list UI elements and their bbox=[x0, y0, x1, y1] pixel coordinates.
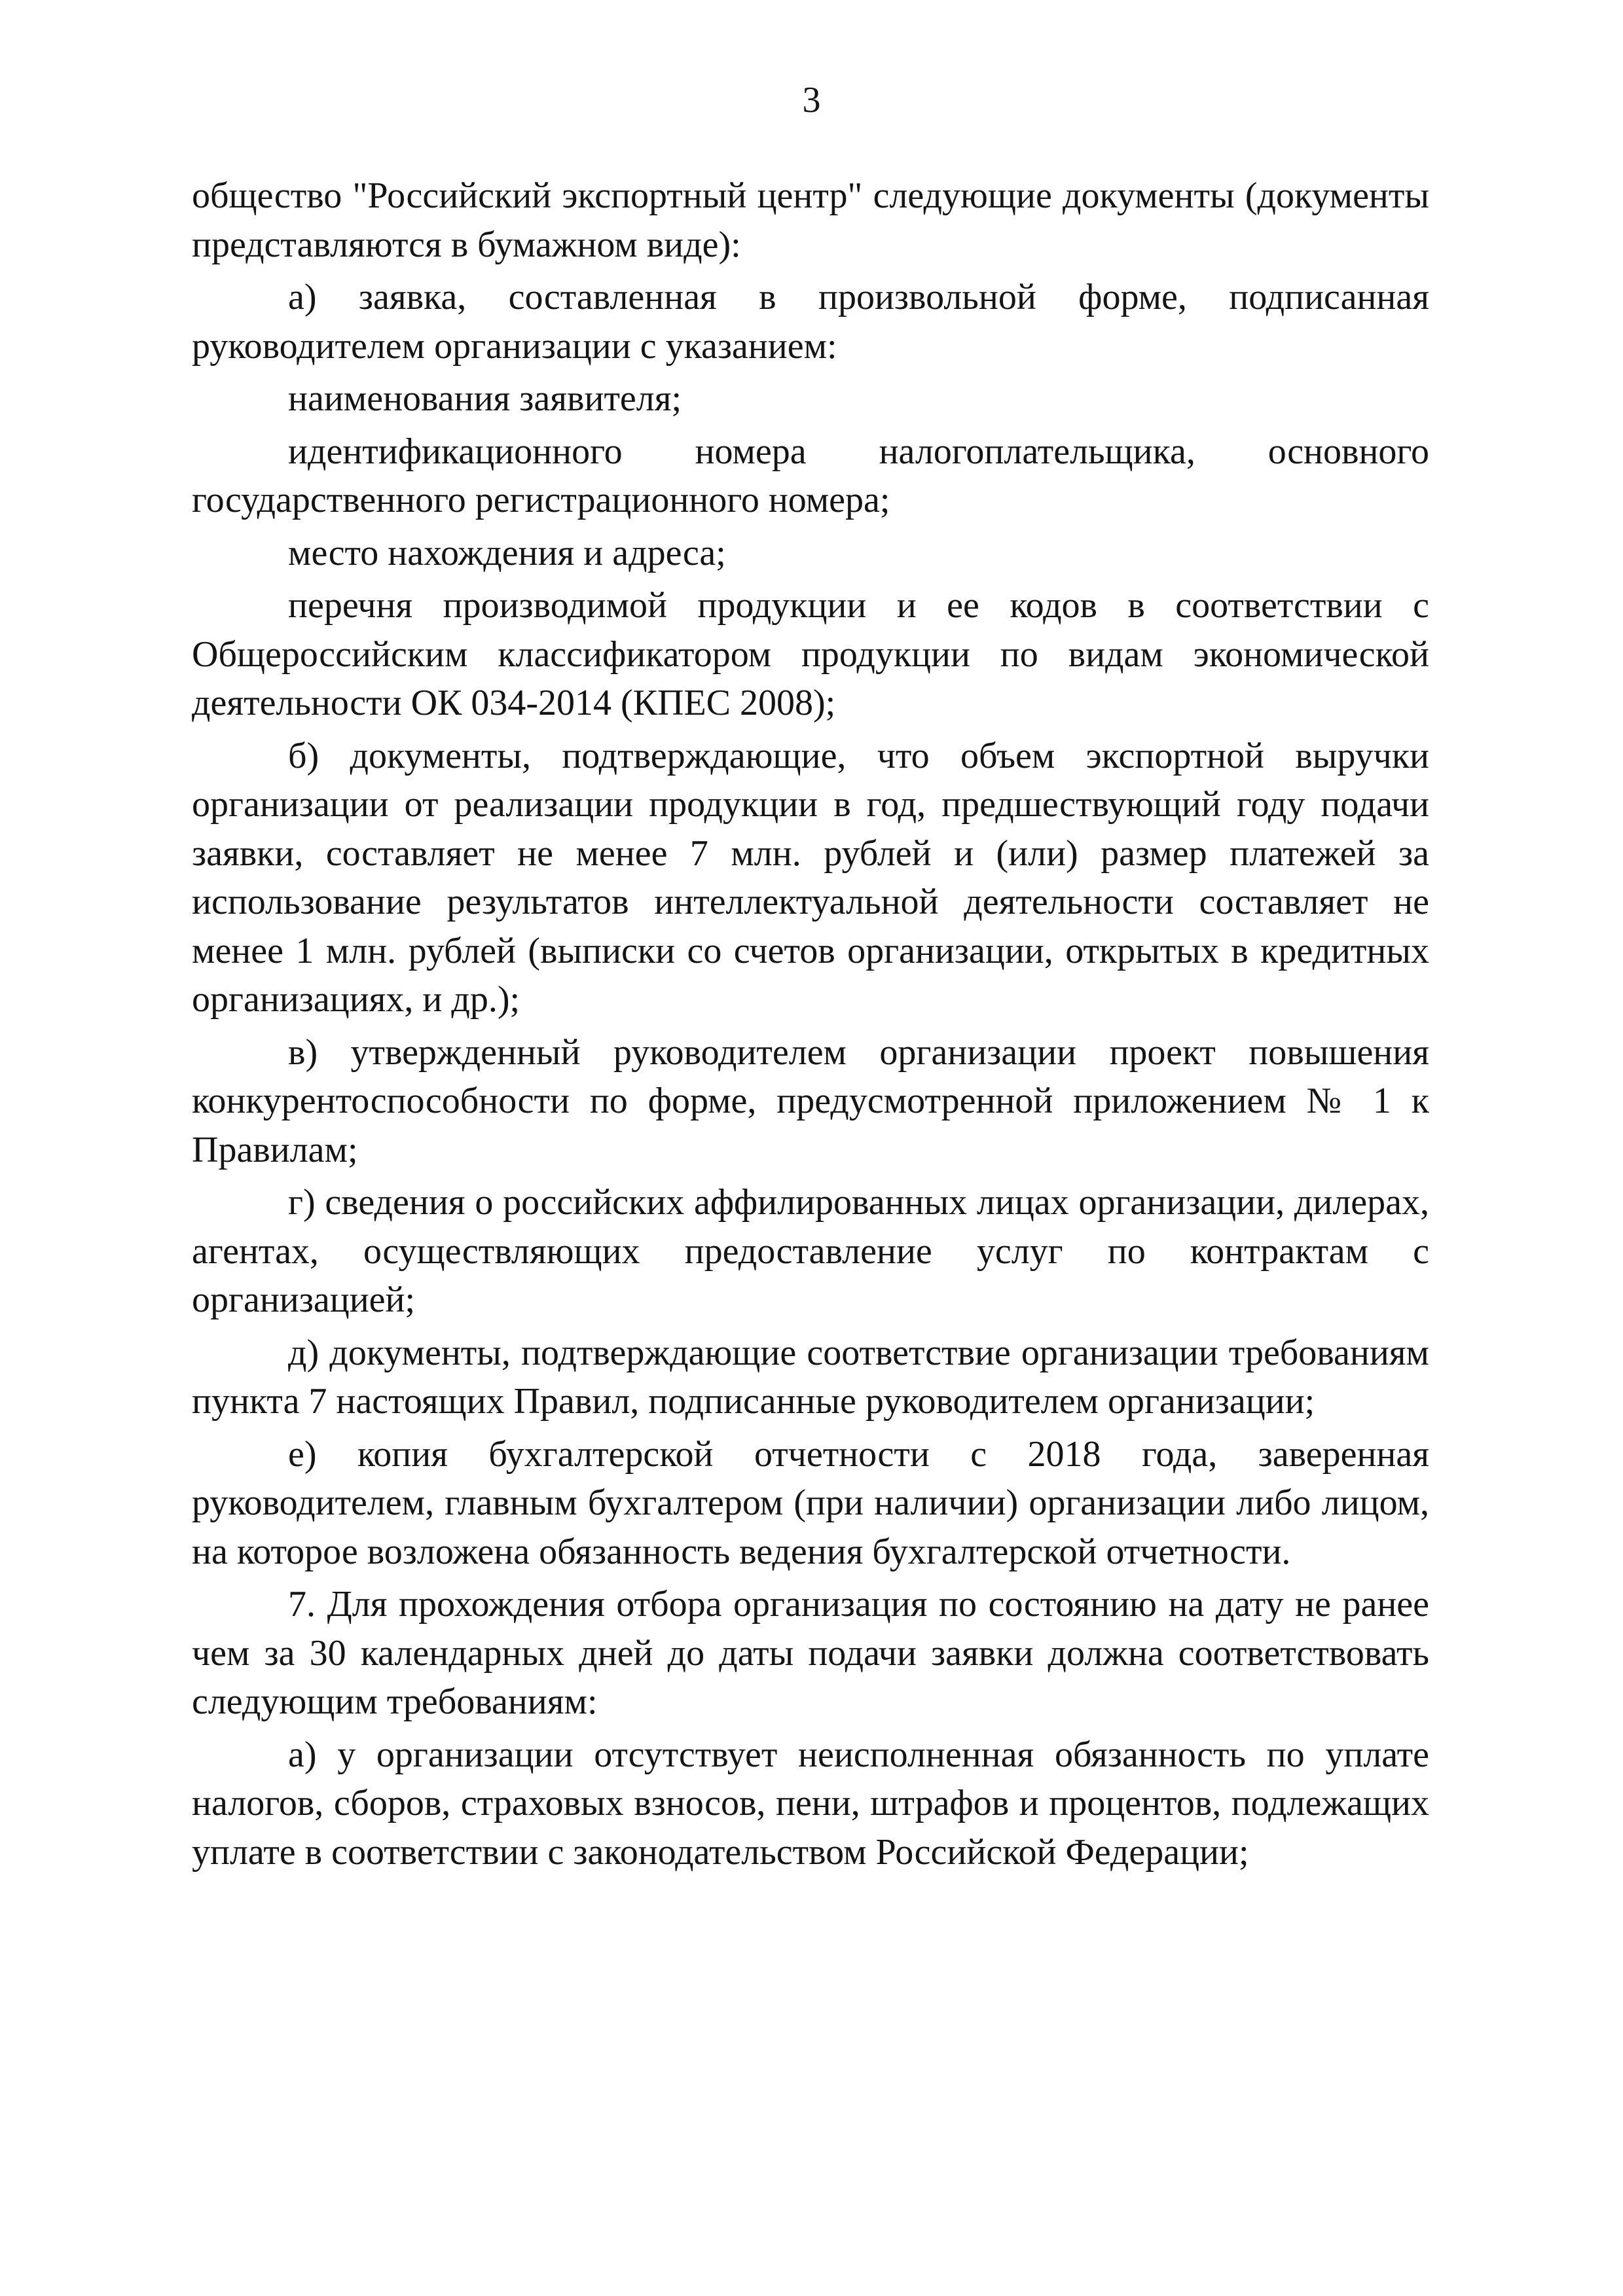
paragraph-location: место нахождения и адреса; bbox=[288, 532, 726, 573]
paragraph-section-7-item-a: а) у организации отсутствует неисполненная обязанность по уплате налогов, сборов, страховых взносов, пени, штрафов и процентов, подлежащих уплате в соответствии с законодательством Российской Федерации; bbox=[192, 1734, 1429, 1873]
paragraph-product-list: перечня производимой продукции и ее кодов в соответствии с Общероссийским классификатором продукции по видам экономической деятельности ОК 034-2014 (КПЕС 2008); bbox=[192, 585, 1429, 723]
paragraph-item-e-accounting: е) копия бухгалтерской отчетности с 2018 года, заверенная руководителем, главным бухгалтером (при наличии) организации либо лицом, на которое возложена обязанность ведения бухгалтерской отчетности. bbox=[192, 1433, 1429, 1572]
page-number: 3 bbox=[802, 80, 821, 120]
paragraph-intro-continuation: общество "Российский экспортный центр" следующие документы (документы представляются в бумажном виде): bbox=[192, 175, 1429, 265]
document-body bbox=[192, 171, 1429, 1876]
paragraph-item-d-compliance: д) документы, подтверждающие соответствие организации требованиям пункта 7 настоящих Правил, подписанные руководителем организации; bbox=[192, 1332, 1429, 1422]
paragraph-taxpayer-number: идентификационного номера налогоплательщика, основного государственного регистрационного номера; bbox=[192, 431, 1429, 520]
paragraph-item-b-revenue: б) документы, подтверждающие, что объем экспортной выручки организации от реализации продукции в год, предшествующий году подачи заявки, составляет не менее 7 млн. рублей и (или) размер платежей за использование результатов интеллектуальной деятельности составляет не менее 1 млн. рублей (выписки со счетов организации, открытых в кредитных организациях, и др.); bbox=[192, 735, 1429, 1020]
paragraph-item-a-application: а) заявка, составленная в произвольной форме, подписанная руководителем организации с указанием: bbox=[192, 277, 1429, 367]
paragraph-applicant-name: наименования заявителя; bbox=[288, 378, 682, 419]
paragraph-item-v-project: в) утвержденный руководителем организации проект повышения конкурентоспособности по форме, предусмотренной приложением № 1 к Правилам; bbox=[192, 1031, 1429, 1170]
paragraph-item-g-affiliates: г) сведения о российских аффилированных лицах организации, дилерах, агентах, осуществляющих предоставление услуг по контрактам с организацией; bbox=[192, 1182, 1429, 1320]
paragraph-section-7: 7. Для прохождения отбора организация по состоянию на дату не ранее чем за 30 календарных дней до даты подачи заявки должна соответствовать следующим требованиям: bbox=[192, 1584, 1429, 1722]
